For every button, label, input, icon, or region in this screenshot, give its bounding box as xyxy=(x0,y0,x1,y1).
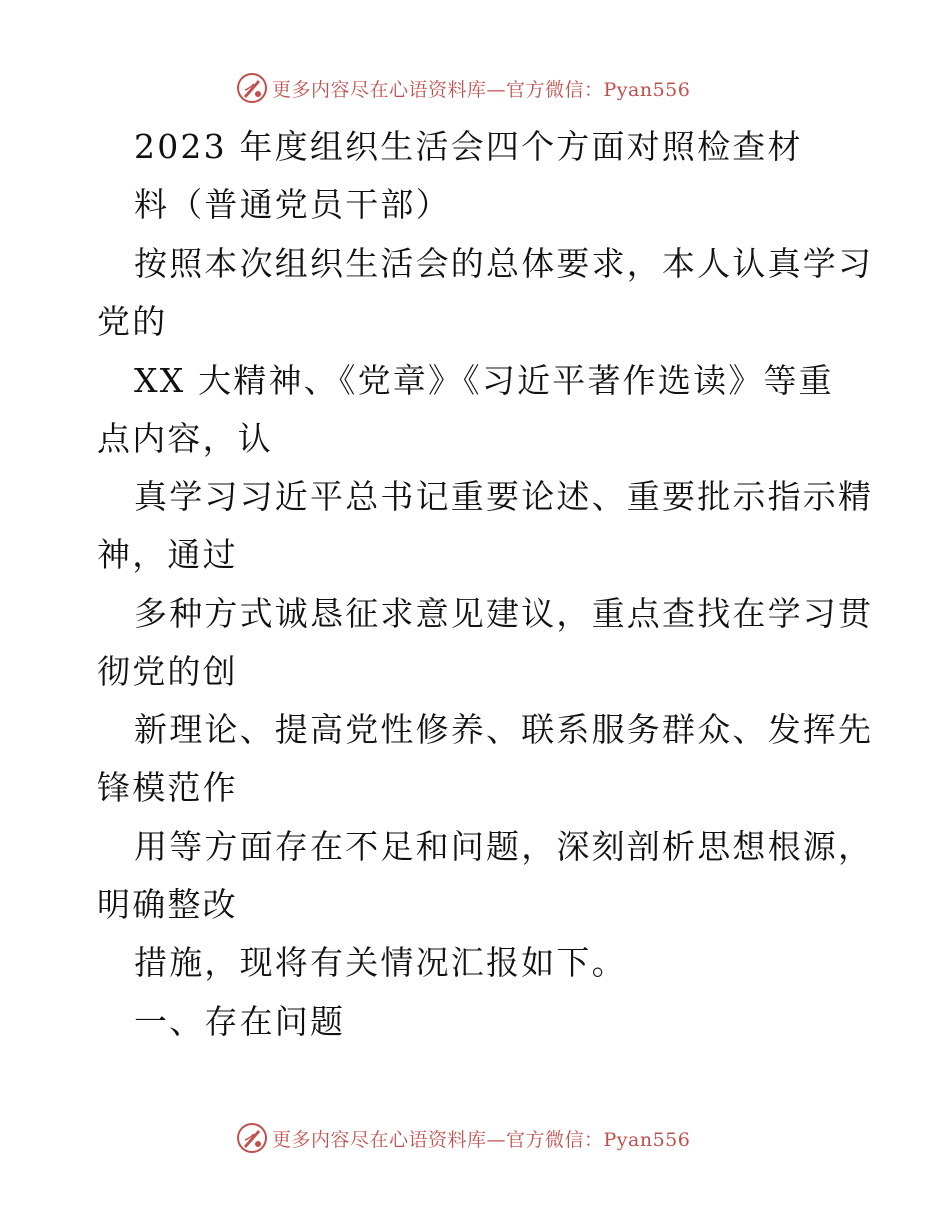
watermark-footer xyxy=(0,1118,950,1158)
paragraph-line: 明确整改 xyxy=(97,885,238,924)
paragraph-line: 措施，现将有关情况汇报如下。 xyxy=(134,943,627,982)
paragraph-line: 党的 xyxy=(97,302,168,341)
feather-pen-logo-icon xyxy=(236,1122,268,1154)
watermark-text: 更多内容尽在心语资料库—官方微信：Pyan556 xyxy=(272,78,691,101)
paragraph-line: 真学习习近平总书记重要论述、重要批示指示精 xyxy=(134,477,874,516)
paragraph-line: 新理论、提高党性修养、联系服务群众、发挥先 xyxy=(134,710,874,749)
document-title-line-1: 2023 年度组织生活会四个方面对照检查材 xyxy=(134,127,803,166)
paragraph-line: 点内容，认 xyxy=(97,419,273,458)
document-title-line-2: 料（普通党员干部） xyxy=(134,185,451,224)
paragraph-line: 多种方式诚恳征求意见建议，重点查找在学习贯 xyxy=(134,594,874,633)
paragraph-line: 神，通过 xyxy=(97,535,238,574)
section-heading: 一、存在问题 xyxy=(134,1002,346,1041)
paragraph-line: 按照本次组织生活会的总体要求，本人认真学习 xyxy=(134,244,874,283)
paragraph-line: 彻党的创 xyxy=(97,652,238,691)
paragraph-line: 锋模范作 xyxy=(97,768,238,807)
watermark-text: 更多内容尽在心语资料库—官方微信：Pyan556 xyxy=(272,1128,691,1151)
paragraph-line: XX 大精神、《党章》《习近平著作选读》等重 xyxy=(134,361,834,400)
paragraph-line: 用等方面存在不足和问题，深刻剖析思想根源， xyxy=(134,827,874,866)
